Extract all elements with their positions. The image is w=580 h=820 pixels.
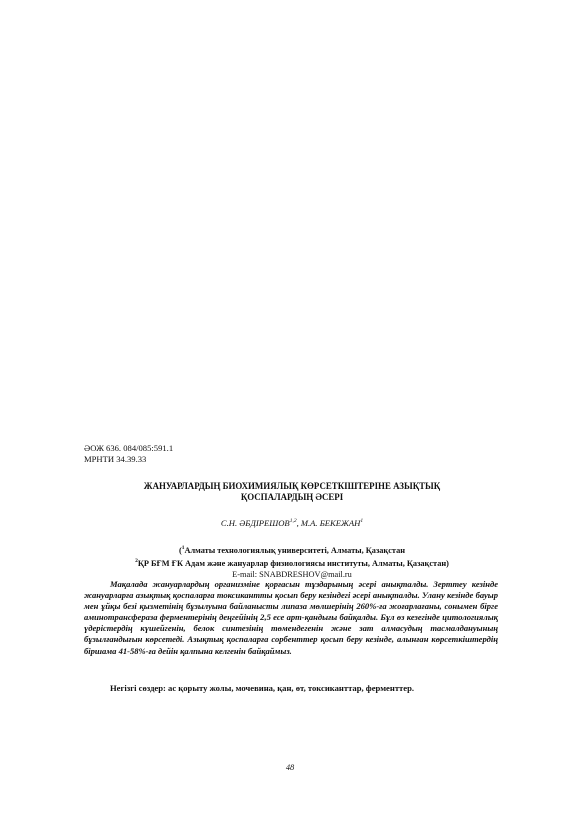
title-line-2: ҚОСПАЛАРДЫҢ ӘСЕРІ	[240, 492, 344, 502]
udc-code: ӘОЖ 636. 084/085:591.1	[84, 443, 174, 453]
affiliation-1-text: Алматы технологиялық университеті, Алматы, Қазақстан	[184, 545, 406, 555]
contact-email: E-mail: SNABDRESHOV@mail.ru	[232, 569, 352, 579]
article-title	[84, 481, 500, 503]
affiliations	[84, 543, 500, 580]
abstract	[84, 579, 498, 657]
author-2-affiliation-mark: 1	[360, 518, 364, 524]
irsti-code: МРНТИ 34.39.33	[84, 454, 147, 464]
affiliation-2-mark: 2	[135, 558, 138, 565]
classification-codes	[84, 443, 173, 465]
keywords: Негізгі сөздер: ас қорыту жолы, мочевина, қан, өт, токсиканттар, ферменттер.	[110, 683, 415, 693]
author-2-name: М.А. БЕКЕЖАН	[300, 517, 361, 528]
title-line-1: ЖАНУАРЛАРДЫҢ БИОХИМИЯЛЫҚ КӨРСЕТКІШТЕРІНЕ АЗЫҚТЫҚ	[143, 481, 441, 491]
affiliation-1-mark: 1	[181, 545, 185, 551]
author-separator: ,	[296, 517, 301, 528]
open-paren: (	[178, 545, 182, 555]
affiliation-2-text: ҚР БҒМ ҒК Адам және жануарлар физиологиясы институты, Алматы, Қазақстан)	[137, 559, 449, 569]
affiliation-1	[84, 543, 500, 556]
authors-line	[84, 516, 500, 529]
abstract-text: Мақалада жануарлардың организміне қорғасын тұздарының әсері анықталды. Зерттеу кезінде жануарларға азықтық қоспаларға токсикантты қосып беру кезіндегі әсері анықталды. Улану кезінде бауыр мен ұйқы безі қызметінің бұзылуына байланысты липаза мөлшерінің 260%-ға жоғарлағаны, сонымен бірге аминотрансфераза ферментерінің деңгейінің 2,5 есе арт-қандығы байқалды. Бұл өз кезегінде цитологиялық үдерістердің күшейгенін, белок синтезінің төмендегенін және зат алмасудың тасмалдануының бұзылғандығын көрсетеді. Азықтық қоспаларға сорбенттер қосып беру кезінде, алынған көрсеткіштердің біршама 41-58%-ға дейін қалпына келгенін байқаймыз.	[84, 579, 498, 656]
page-number: 48	[285, 763, 295, 772]
author-1-name: С.Н. ӘБДІРЕШОВ	[220, 517, 290, 528]
author-1-affiliation-mark: 1,2	[289, 518, 297, 524]
affiliation-2	[84, 556, 500, 569]
